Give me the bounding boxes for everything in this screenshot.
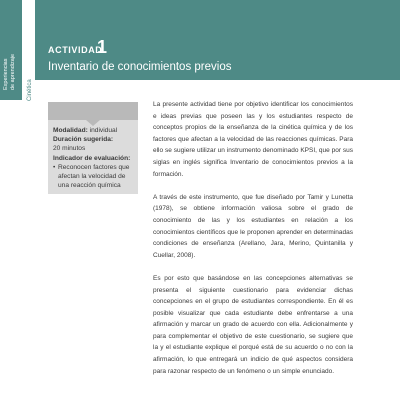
paragraph-questionnaire: Es por esto que basándose en las concepciones alternativas se presenta el siguiente cuestionario para evidenciar dichas concepciones en el grupo de estudiantes correspondiente. En él es posible visualizar que cada estudiante debe enfrentarse a una afirmación y marcar un grado de acuerdo con ella. Adicionalmente y para complementar el objetivo de este cuestionario, se sugiere que la y el estudiante explique el porqué está de su acuerdo o no con la afirmación, lo que entregará un indicio de qué aspectos considera para razonar respecto de un fenómeno o un simple enunciado. [153,274,353,375]
section-label-line1: Experiencias [3,58,9,90]
activity-number: 1 [97,37,108,57]
indicator-text-line2: afectan la velocidad de [58,173,126,181]
paragraph-objective: La presente actividad tiene por objetivo identificar los conocimientos e ideas previas que poseen las y los estudiantes respecto de conceptos propios de la enseñanza de la cinética química y de los factores que afectan a la velocidad de las reacciones químicas. Para ello se sugiere utilizar un instrumento denominado KPSI, que por sus siglas en inglés significa Inventario de conocimientos previos a la formación. [153,101,353,178]
indicator-label: Indicador de evaluación: [53,154,131,162]
info-content [53,126,135,190]
activity-label: ACTIVIDAD [48,45,103,55]
modality-line [53,126,135,135]
subject-label: Cinética [27,79,33,101]
section-label-line2: de aprendizaje [9,53,16,90]
modality-label: Modalidad: [53,127,88,134]
indicator-text-line1: Reconocen factores que [58,163,130,171]
activity-title: Inventario de conocimientos previos [48,61,232,73]
duration-value: 20 minutos [53,145,86,153]
indicator-item [53,163,135,191]
body-text [153,99,353,389]
duration-label: Duración sugerida: [53,136,114,144]
indicator-text-line3: una reacción química [58,182,121,190]
activity-info-box [48,102,138,194]
info-box-tab [48,102,138,120]
section-label [3,10,16,90]
paragraph-instrument: A través de este instrumento, que fue diseñado por Tamir y Lunetta (1978), se obtiene información valiosa sobre el grado de conocimiento de las y los estudiantes en relación a los conocimientos científicos que le proponen aprender en determinadas condiciones de enseñanza (Arellano, Jara, Merino, Quintanilla y Cuellar, 2008). [153,193,353,259]
modality-value: individual [87,127,118,134]
section-side-band [0,0,22,100]
bullet-icon: • [53,163,56,171]
